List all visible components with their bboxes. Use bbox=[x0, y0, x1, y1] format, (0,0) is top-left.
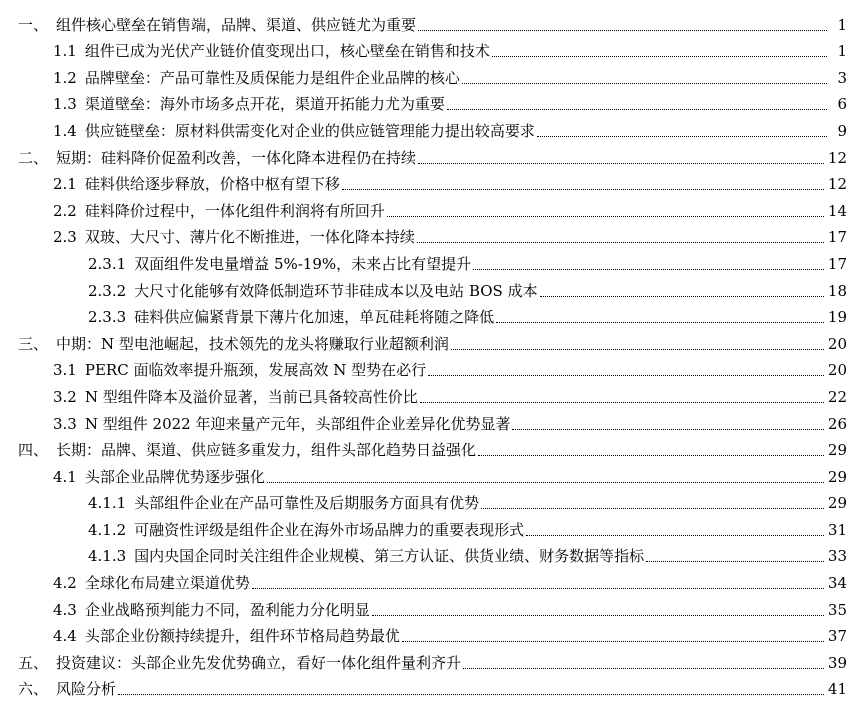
toc-entry[interactable] bbox=[0, 380, 861, 407]
toc-entry[interactable] bbox=[0, 460, 861, 487]
toc-entry-title: 硅料降价过程中，一体化组件利润将有所回升 bbox=[84, 201, 385, 220]
toc-entry-number: 1.3 bbox=[53, 95, 77, 114]
toc-entry-page: 17 bbox=[827, 254, 847, 273]
toc-entry-page: 41 bbox=[827, 680, 847, 699]
toc-entry-number: 一、 bbox=[18, 15, 49, 34]
toc-entry-title: 国内央国企同时关注组件企业规模、第三方认证、供货业绩、财务数据等指标 bbox=[134, 547, 645, 566]
toc-entry-page: 18 bbox=[827, 281, 847, 300]
dot-leader bbox=[473, 269, 824, 270]
dot-leader bbox=[646, 561, 824, 562]
dot-leader bbox=[463, 668, 824, 669]
toc-entry-number: 2.3.3 bbox=[88, 308, 127, 327]
dot-leader bbox=[492, 56, 827, 57]
dot-leader bbox=[481, 508, 824, 509]
toc-entry-title: 硅料供给逐步释放，价格中枢有望下移 bbox=[84, 175, 340, 194]
dot-leader bbox=[447, 109, 827, 110]
toc-entry[interactable] bbox=[0, 301, 861, 328]
toc-entry-number: 4.4 bbox=[53, 627, 77, 646]
toc-entry[interactable] bbox=[0, 407, 861, 434]
dot-leader bbox=[496, 322, 824, 323]
toc-entry-page: 20 bbox=[827, 334, 847, 353]
toc-entry-number: 2.3.1 bbox=[88, 254, 127, 273]
toc-entry-number: 2.1 bbox=[53, 175, 77, 194]
toc-entry-title: 品牌壁垒：产品可靠性及质保能力是组件企业品牌的核心 bbox=[84, 68, 460, 87]
toc-entry-number: 1.4 bbox=[53, 121, 77, 140]
toc-entry-page: 29 bbox=[827, 494, 847, 513]
toc-entry-page: 9 bbox=[837, 121, 847, 140]
toc-entry-number: 2.3 bbox=[53, 228, 77, 247]
toc-entry[interactable] bbox=[0, 168, 861, 195]
toc-entry-page: 1 bbox=[837, 15, 847, 34]
toc-entry-title: 可融资性评级是组件企业在海外市场品牌力的重要表现形式 bbox=[134, 520, 525, 539]
toc-entry-number: 四、 bbox=[18, 441, 49, 460]
toc-entry-number: 4.1 bbox=[53, 467, 77, 486]
toc-entry[interactable] bbox=[0, 61, 861, 88]
toc-entry[interactable] bbox=[0, 566, 861, 593]
toc-entry[interactable] bbox=[0, 114, 861, 141]
toc-entry-number: 五、 bbox=[18, 653, 49, 672]
toc-entry-page: 35 bbox=[827, 600, 847, 619]
dot-leader bbox=[372, 615, 824, 616]
dot-leader bbox=[342, 189, 824, 190]
dot-leader bbox=[478, 455, 824, 456]
toc-entry[interactable] bbox=[0, 593, 861, 620]
dot-leader bbox=[540, 296, 824, 297]
dot-leader bbox=[537, 136, 827, 137]
toc-entry-page: 3 bbox=[837, 68, 847, 87]
toc-entry-page: 22 bbox=[827, 387, 847, 406]
toc-entry-page: 20 bbox=[827, 361, 847, 380]
toc-entry-title: 头部企业份额持续提升，组件环节格局趋势最优 bbox=[84, 627, 400, 646]
toc-entry-number: 4.1.3 bbox=[88, 547, 127, 566]
dot-leader bbox=[418, 30, 827, 31]
dot-leader bbox=[526, 535, 824, 536]
toc-entry-title: 硅料供应偏紧背景下薄片化加速，单瓦硅耗将随之降低 bbox=[134, 308, 495, 327]
dot-leader bbox=[428, 375, 824, 376]
toc-entry-title: N 型组件降本及溢价显著，当前已具备较高性价比 bbox=[84, 387, 418, 406]
toc-entry[interactable] bbox=[0, 620, 861, 647]
toc-entry-title: 头部企业品牌优势逐步强化 bbox=[84, 467, 265, 486]
toc-entry[interactable] bbox=[0, 646, 861, 673]
dot-leader bbox=[451, 349, 824, 350]
toc-entry-title: 组件核心壁垒在销售端，品牌、渠道、供应链尤为重要 bbox=[56, 15, 417, 34]
toc-entry-number: 3.2 bbox=[53, 387, 77, 406]
toc-entry[interactable] bbox=[0, 513, 861, 540]
toc-entry-page: 29 bbox=[827, 467, 847, 486]
toc-entry-page: 1 bbox=[837, 42, 847, 61]
toc-entry-page: 19 bbox=[827, 308, 847, 327]
toc-entry-page: 33 bbox=[827, 547, 847, 566]
toc-entry-number: 4.1.1 bbox=[88, 494, 127, 513]
toc-entry-number: 3.3 bbox=[53, 414, 77, 433]
toc-entry-page: 12 bbox=[827, 148, 847, 167]
toc-entry-page: 37 bbox=[827, 627, 847, 646]
toc-entry-title: 长期：品牌、渠道、供应链多重发力，组件头部化趋势日益强化 bbox=[56, 441, 477, 460]
dot-leader bbox=[252, 588, 824, 589]
toc-entry-page: 12 bbox=[827, 175, 847, 194]
toc-entry-number: 4.3 bbox=[53, 600, 77, 619]
toc-entry-title: 全球化布局建立渠道优势 bbox=[84, 574, 250, 593]
toc-entry-number: 4.1.2 bbox=[88, 520, 127, 539]
toc-entry-title: 头部组件企业在产品可靠性及后期服务方面具有优势 bbox=[134, 494, 480, 513]
dot-leader bbox=[462, 83, 827, 84]
toc-entry[interactable] bbox=[0, 354, 861, 381]
toc-entry-title: PERC 面临效率提升瓶颈，发展高效 N 型势在必行 bbox=[84, 361, 427, 380]
toc-entry-title: 双玻、大尺寸、薄片化不断推进，一体化降本持续 bbox=[84, 228, 415, 247]
dot-leader bbox=[118, 694, 824, 695]
toc-entry-page: 34 bbox=[827, 574, 847, 593]
toc-entry-page: 31 bbox=[827, 520, 847, 539]
toc-entry[interactable] bbox=[0, 540, 861, 567]
toc-entry[interactable] bbox=[0, 221, 861, 248]
toc-entry-number: 三、 bbox=[18, 334, 49, 353]
dot-leader bbox=[420, 402, 824, 403]
toc-entry[interactable] bbox=[0, 327, 861, 354]
toc-entry-title: 中期：N 型电池崛起，技术领先的龙头将赚取行业超额利润 bbox=[56, 334, 449, 353]
toc-entry[interactable] bbox=[0, 141, 861, 168]
toc-entry-number: 1.1 bbox=[53, 42, 77, 61]
toc-entry-title: 大尺寸化能够有效降低制造环节非硅成本以及电站 BOS 成本 bbox=[134, 281, 538, 300]
toc-entry[interactable] bbox=[0, 194, 861, 221]
toc-entry-title: 风险分析 bbox=[56, 680, 117, 699]
toc-entry[interactable] bbox=[0, 88, 861, 115]
toc-entry-page: 39 bbox=[827, 653, 847, 672]
toc-entry-number: 二、 bbox=[18, 148, 49, 167]
dot-leader bbox=[417, 242, 824, 243]
toc-entry-title: 企业战略预判能力不同，盈利能力分化明显 bbox=[84, 600, 370, 619]
toc-entry-title: 投资建议：头部企业先发优势确立，看好一体化组件量利齐升 bbox=[56, 653, 462, 672]
dot-leader bbox=[387, 216, 824, 217]
toc-entry-number: 2.3.2 bbox=[88, 281, 127, 300]
toc-entry-title: 渠道壁垒：海外市场多点开花，渠道开拓能力尤为重要 bbox=[84, 95, 445, 114]
toc-entry-page: 29 bbox=[827, 441, 847, 460]
toc-entry-number: 4.2 bbox=[53, 574, 77, 593]
toc-entry-page: 6 bbox=[837, 95, 847, 114]
dot-leader bbox=[267, 482, 824, 483]
toc-entry-page: 17 bbox=[827, 228, 847, 247]
toc-entry[interactable] bbox=[0, 8, 861, 35]
toc-entry[interactable] bbox=[0, 487, 861, 514]
toc-entry-title: N 型组件 2022 年迎来量产元年，头部组件企业差异化优势显著 bbox=[84, 414, 511, 433]
toc-entry[interactable] bbox=[0, 35, 861, 62]
toc-entry-number: 3.1 bbox=[53, 361, 77, 380]
toc-entry-page: 26 bbox=[827, 414, 847, 433]
toc-entry[interactable] bbox=[0, 274, 861, 301]
toc-entry[interactable] bbox=[0, 247, 861, 274]
toc-entry-number: 六、 bbox=[18, 680, 49, 699]
toc-entry-title: 短期：硅料降价促盈利改善，一体化降本进程仍在持续 bbox=[56, 148, 417, 167]
toc-entry-number: 2.2 bbox=[53, 201, 77, 220]
toc-entry-title: 供应链壁垒：原材料供需变化对企业的供应链管理能力提出较高要求 bbox=[84, 121, 535, 140]
dot-leader bbox=[402, 641, 824, 642]
dot-leader bbox=[512, 429, 823, 430]
toc-entry-title: 组件已成为光伏产业链价值变现出口，核心壁垒在销售和技术 bbox=[84, 42, 490, 61]
toc-entry-number: 1.2 bbox=[53, 68, 77, 87]
dot-leader bbox=[418, 163, 824, 164]
toc-entry[interactable] bbox=[0, 434, 861, 461]
toc-entry-title: 双面组件发电量增益 5%-19%，未来占比有望提升 bbox=[134, 254, 472, 273]
toc-entry[interactable] bbox=[0, 673, 861, 700]
toc-entry-page: 14 bbox=[827, 201, 847, 220]
